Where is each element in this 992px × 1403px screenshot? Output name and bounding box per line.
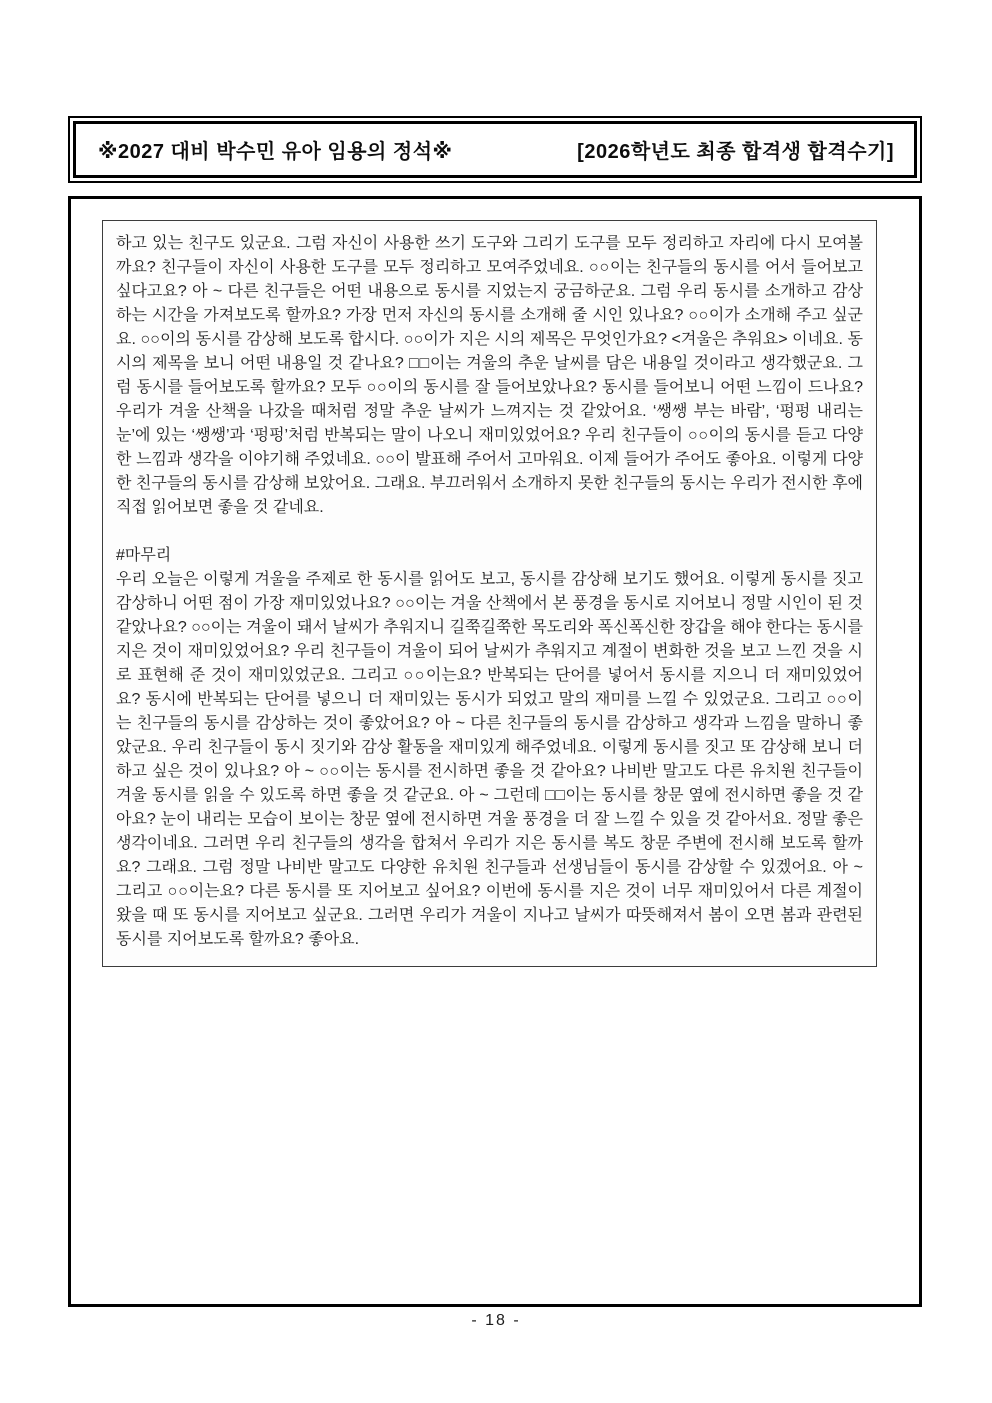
- transcript-paragraph-2: 우리 오늘은 이렇게 겨울을 주제로 한 동시를 읽어도 보고, 동시를 감상해 보기도 했어요. 이렇게 동시를 짓고 감상하니 어떤 점이 가장 재미있었나요? ○○이는 겨울 산책에서 본 풍경을 동시로 지어보니 정말 시인이 된 것 같았나요? ○○이는 겨울이 돼서 날씨가 추워지니 길쭉길쭉한 목도리와 폭신폭신한 장갑을 해야 한다는 동시를 지은 것이 재미있었어요? 우리 친구들이 겨울이 되어 날씨가 추워지고 계절이 변화한 것을 보고 느낀 것을 시로 표현해 준 것이 재미있었군요. 그리고 ○○이는요? 반복되는 단어를 넣어서 동시를 지으니 더 재미있었어요? 동시에 반복되는 단어를 넣으니 더 재미있는 동시가 되었고 말의 재미를 느낄 수 있었군요. 그리고 ○○이는 친구들의 동시를 감상하는 것이 좋았어요? 아 ~ 다른 친구들의 동시를 감상하고 생각과 느낌을 말하니 좋았군요. 우리 친구들이 동시 짓기와 감상 활동을 재미있게 해주었네요. 이렇게 동시를 짓고 또 감상해 보니 더 하고 싶은 것이 있나요? 아 ~ ○○이는 동시를 전시하면 좋을 것 같아요? 나비반 말고도 다른 유치원 친구들이 겨울 동시를 읽을 수 있도록 하면 좋을 것 같군요. 아 ~ 그런데 □□이는 동시를 창문 옆에 전시하면 좋을 것 같아요? 눈이 내리는 모습이 보이는 창문 옆에 전시하면 겨울 풍경을 더 잘 느낄 수 있을 것 같아서요. 정말 좋은 생각이네요. 그러면 우리 친구들의 생각을 합쳐서 우리가 지은 동시를 복도 창문 주변에 전시해 보도록 할까요? 그래요. 그럼 정말 나비반 말고도 다양한 유치원 친구들과 선생님들이 동시를 감상할 수 있겠어요. 아 ~ 그리고 ○○이는요? 다른 동시를 또 지어보고 싶어요? 이번에 동시를 지은 것이 너무 재미있어서 다른 계절이 왔을 때 또 동시를 지어보고 싶군요. 그러면 우리가 겨울이 지나고 날씨가 따뜻해져서 봄이 오면 봄과 관련된 동시를 지어보도록 할까요? 좋아요.: [116, 571, 863, 948]
- header-right-title: [2026학년도 최종 합격생 합격수기]: [577, 141, 894, 163]
- section-heading-closing: #마무리: [116, 547, 172, 564]
- content-frame: [68, 196, 922, 1307]
- header-left-title: ※2027 대비 박수민 유아 임용의 정석※: [98, 141, 453, 163]
- transcript-paragraph-1: 하고 있는 친구도 있군요. 그럼 자신이 사용한 쓰기 도구와 그리기 도구를 모두 정리하고 자리에 다시 모여볼까요? 친구들이 자신이 사용한 도구를 모두 정리하고 모여주었네요. ○○이는 친구들의 동시를 어서 들어보고 싶다고요? 아 ~ 다른 친구들은 어떤 내용으로 동시를 지었는지 궁금하군요. 그럼 우리 동시를 소개하고 감상하는 시간을 가져보도록 할까요? 가장 먼저 자신의 동시를 소개해 줄 시인 있나요? ○○이가 소개해 주고 싶군요. ○○이의 동시를 감상해 보도록 합시다. ○○이가 지은 시의 제목은 무엇인가요? <겨울은 추워요> 이네요. 동시의 제목을 보니 어떤 내용일 것 같나요? □□이는 겨울의 추운 날씨를 담은 내용일 것이라고 생각했군요. 그럼 동시를 들어보도록 할까요? 모두 ○○이의 동시를 잘 들어보았나요? 동시를 들어보니 어떤 느낌이 드나요? 우리가 겨울 산책을 나갔을 때처럼 정말 추운 날씨가 느껴지는 것 같았어요. ‘쌩쌩 부는 바람’, ‘펑펑 내리는 눈’에 있는 ‘쌩쌩’과 ‘펑펑’처럼 반복되는 말이 나오니 재미있었어요? 우리 친구들이 ○○이의 동시를 듣고 다양한 느낌과 생각을 이야기해 주었네요. ○○이 발표해 주어서 고마워요. 이제 들어가 주어도 좋아요. 이렇게 다양한 친구들의 동시를 감상해 보았어요. 그래요. 부끄러워서 소개하지 못한 친구들의 동시는 우리가 전시한 후에 직접 읽어보면 좋을 것 같네요.: [116, 235, 863, 516]
- transcript-box: [102, 220, 877, 967]
- page-number: - 18 -: [471, 1312, 521, 1329]
- page-header-box: [68, 116, 922, 183]
- page-header-inner-frame: [73, 121, 917, 178]
